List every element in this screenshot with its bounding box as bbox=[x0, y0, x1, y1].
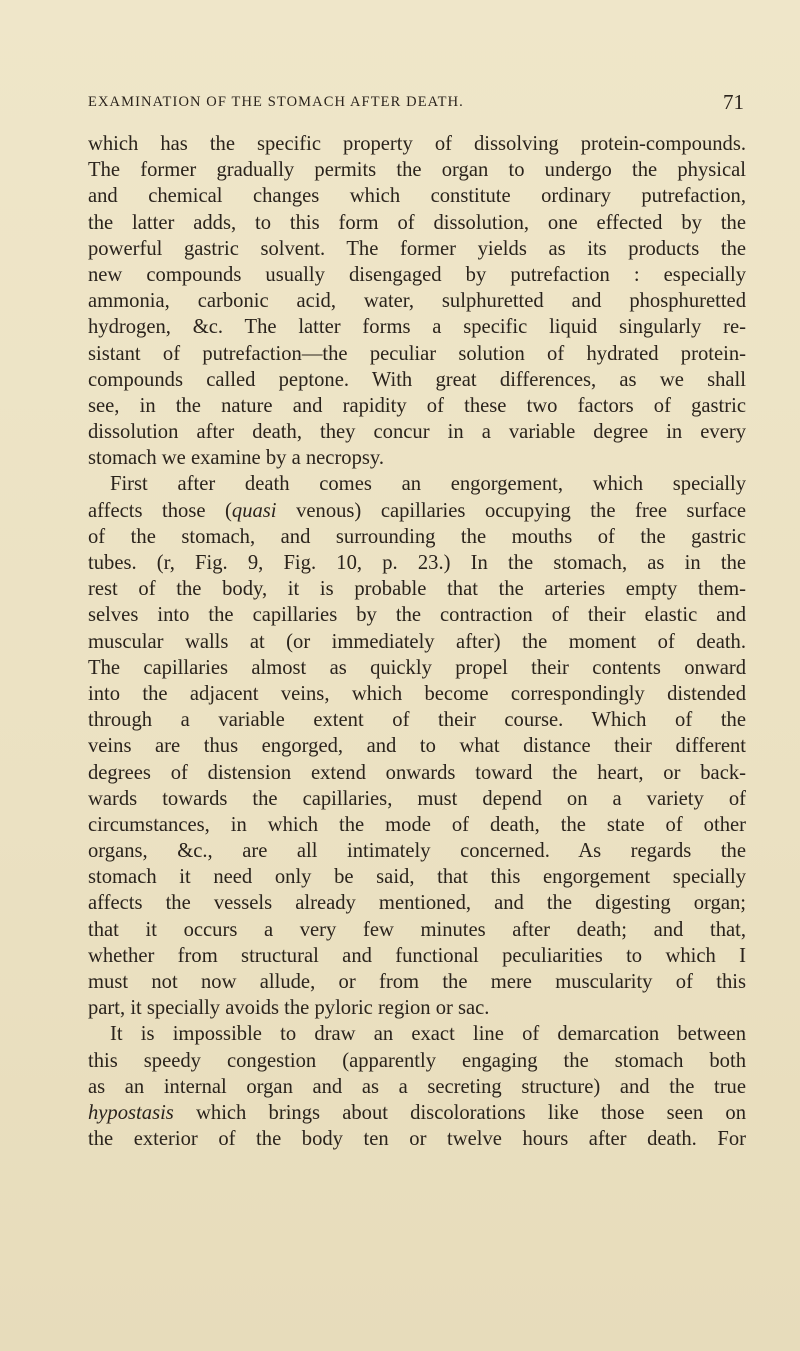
text-line: hydrogen, &c. The latter forms a specific liquid singularly re- bbox=[88, 316, 746, 339]
text-line: selves into the capillaries by the contraction of their elastic and bbox=[88, 604, 746, 627]
text-line: the exterior of the body ten or twelve hours after death. For bbox=[88, 1128, 746, 1151]
text-line: muscular walls at (or immediately after) the moment of death. bbox=[88, 630, 746, 653]
text-line: First after death comes an engorgement, which specially bbox=[110, 473, 746, 496]
text-line: the latter adds, to this form of dissolution, one effected by the bbox=[88, 211, 746, 234]
italic-term-hypostasis: hypostasis bbox=[88, 1101, 174, 1124]
text-line: degrees of distension extend onwards toward the heart, or back- bbox=[88, 761, 746, 784]
text-line: must not now allude, or from the mere muscularity of this bbox=[88, 971, 746, 993]
text-line: The former gradually permits the organ to undergo the physical bbox=[88, 159, 746, 182]
text-line: part, it specially avoids the pyloric region or sac. bbox=[88, 997, 490, 1020]
text-line: ammonia, carbonic acid, water, sulphuretted and phosphuretted bbox=[88, 290, 746, 313]
page-number: 71 bbox=[723, 90, 744, 114]
text-line: stomach we examine by a necropsy. bbox=[88, 447, 385, 470]
text-line: affects the vessels already mentioned, and the digesting organ; bbox=[88, 892, 746, 915]
text-line: which has the specific property of dissolving protein-compounds. bbox=[88, 133, 746, 155]
text-line: and chemical changes which constitute ordinary putrefaction, bbox=[88, 185, 746, 208]
text-line: as an internal organ and as a secreting structure) and the true bbox=[88, 1075, 746, 1098]
text-line: veins are thus engorged, and to what distance their different bbox=[88, 735, 746, 758]
text-line: circumstances, in which the mode of death, the state of other bbox=[88, 813, 746, 836]
text-line bbox=[88, 498, 746, 524]
text-line: through a variable extent of their course. Which of the bbox=[88, 709, 746, 732]
text-line: It is impossible to draw an exact line of demarcation between bbox=[110, 1023, 746, 1046]
text-line: powerful gastric solvent. The former yields as its products the bbox=[88, 237, 746, 260]
text-line: into the adjacent veins, which become correspondingly distended bbox=[88, 682, 746, 705]
text-line: dissolution after death, they concur in a variable degree in every bbox=[88, 421, 746, 444]
text-line: wards towards the capillaries, must depend on a variety of bbox=[88, 787, 746, 810]
text-line: new compounds usually disengaged by putrefaction : especially bbox=[88, 263, 746, 286]
italic-term-quasi: quasi bbox=[231, 499, 277, 522]
text-line: The capillaries almost as quickly propel their contents onward bbox=[88, 656, 746, 679]
text-segment: affects those ( bbox=[88, 499, 232, 522]
text-line bbox=[88, 1100, 746, 1126]
text-line: tubes. (r, Fig. 9, Fig. 10, p. 23.) In the stomach, as in the bbox=[88, 552, 746, 574]
text-line: that it occurs a very few minutes after death; and that, bbox=[88, 918, 746, 941]
text-line: rest of the body, it is probable that the arteries empty them- bbox=[88, 578, 746, 601]
text-line: compounds called peptone. With great differences, as we shall bbox=[88, 368, 746, 391]
text-segment: venous) capillaries occupying the free surface bbox=[276, 499, 746, 522]
running-head: EXAMINATION OF THE STOMACH AFTER DEATH. bbox=[88, 94, 464, 110]
text-line: organs, &c., are all intimately concerned. As regards the bbox=[88, 840, 746, 863]
text-segment: which brings about discolorations like those seen on bbox=[173, 1101, 746, 1124]
text-line: this speedy congestion (apparently engaging the stomach both bbox=[88, 1049, 746, 1072]
text-line: sistant of putrefaction—the peculiar solution of hydrated protein- bbox=[88, 342, 746, 365]
page-header bbox=[88, 90, 744, 120]
text-line: whether from structural and functional peculiarities to which I bbox=[88, 944, 746, 967]
text-line: stomach it need only be said, that this engorgement specially bbox=[88, 866, 746, 889]
text-line: see, in the nature and rapidity of these two factors of gastric bbox=[88, 394, 746, 417]
text-line: of the stomach, and surrounding the mouths of the gastric bbox=[88, 525, 746, 548]
body-text bbox=[88, 131, 746, 1152]
